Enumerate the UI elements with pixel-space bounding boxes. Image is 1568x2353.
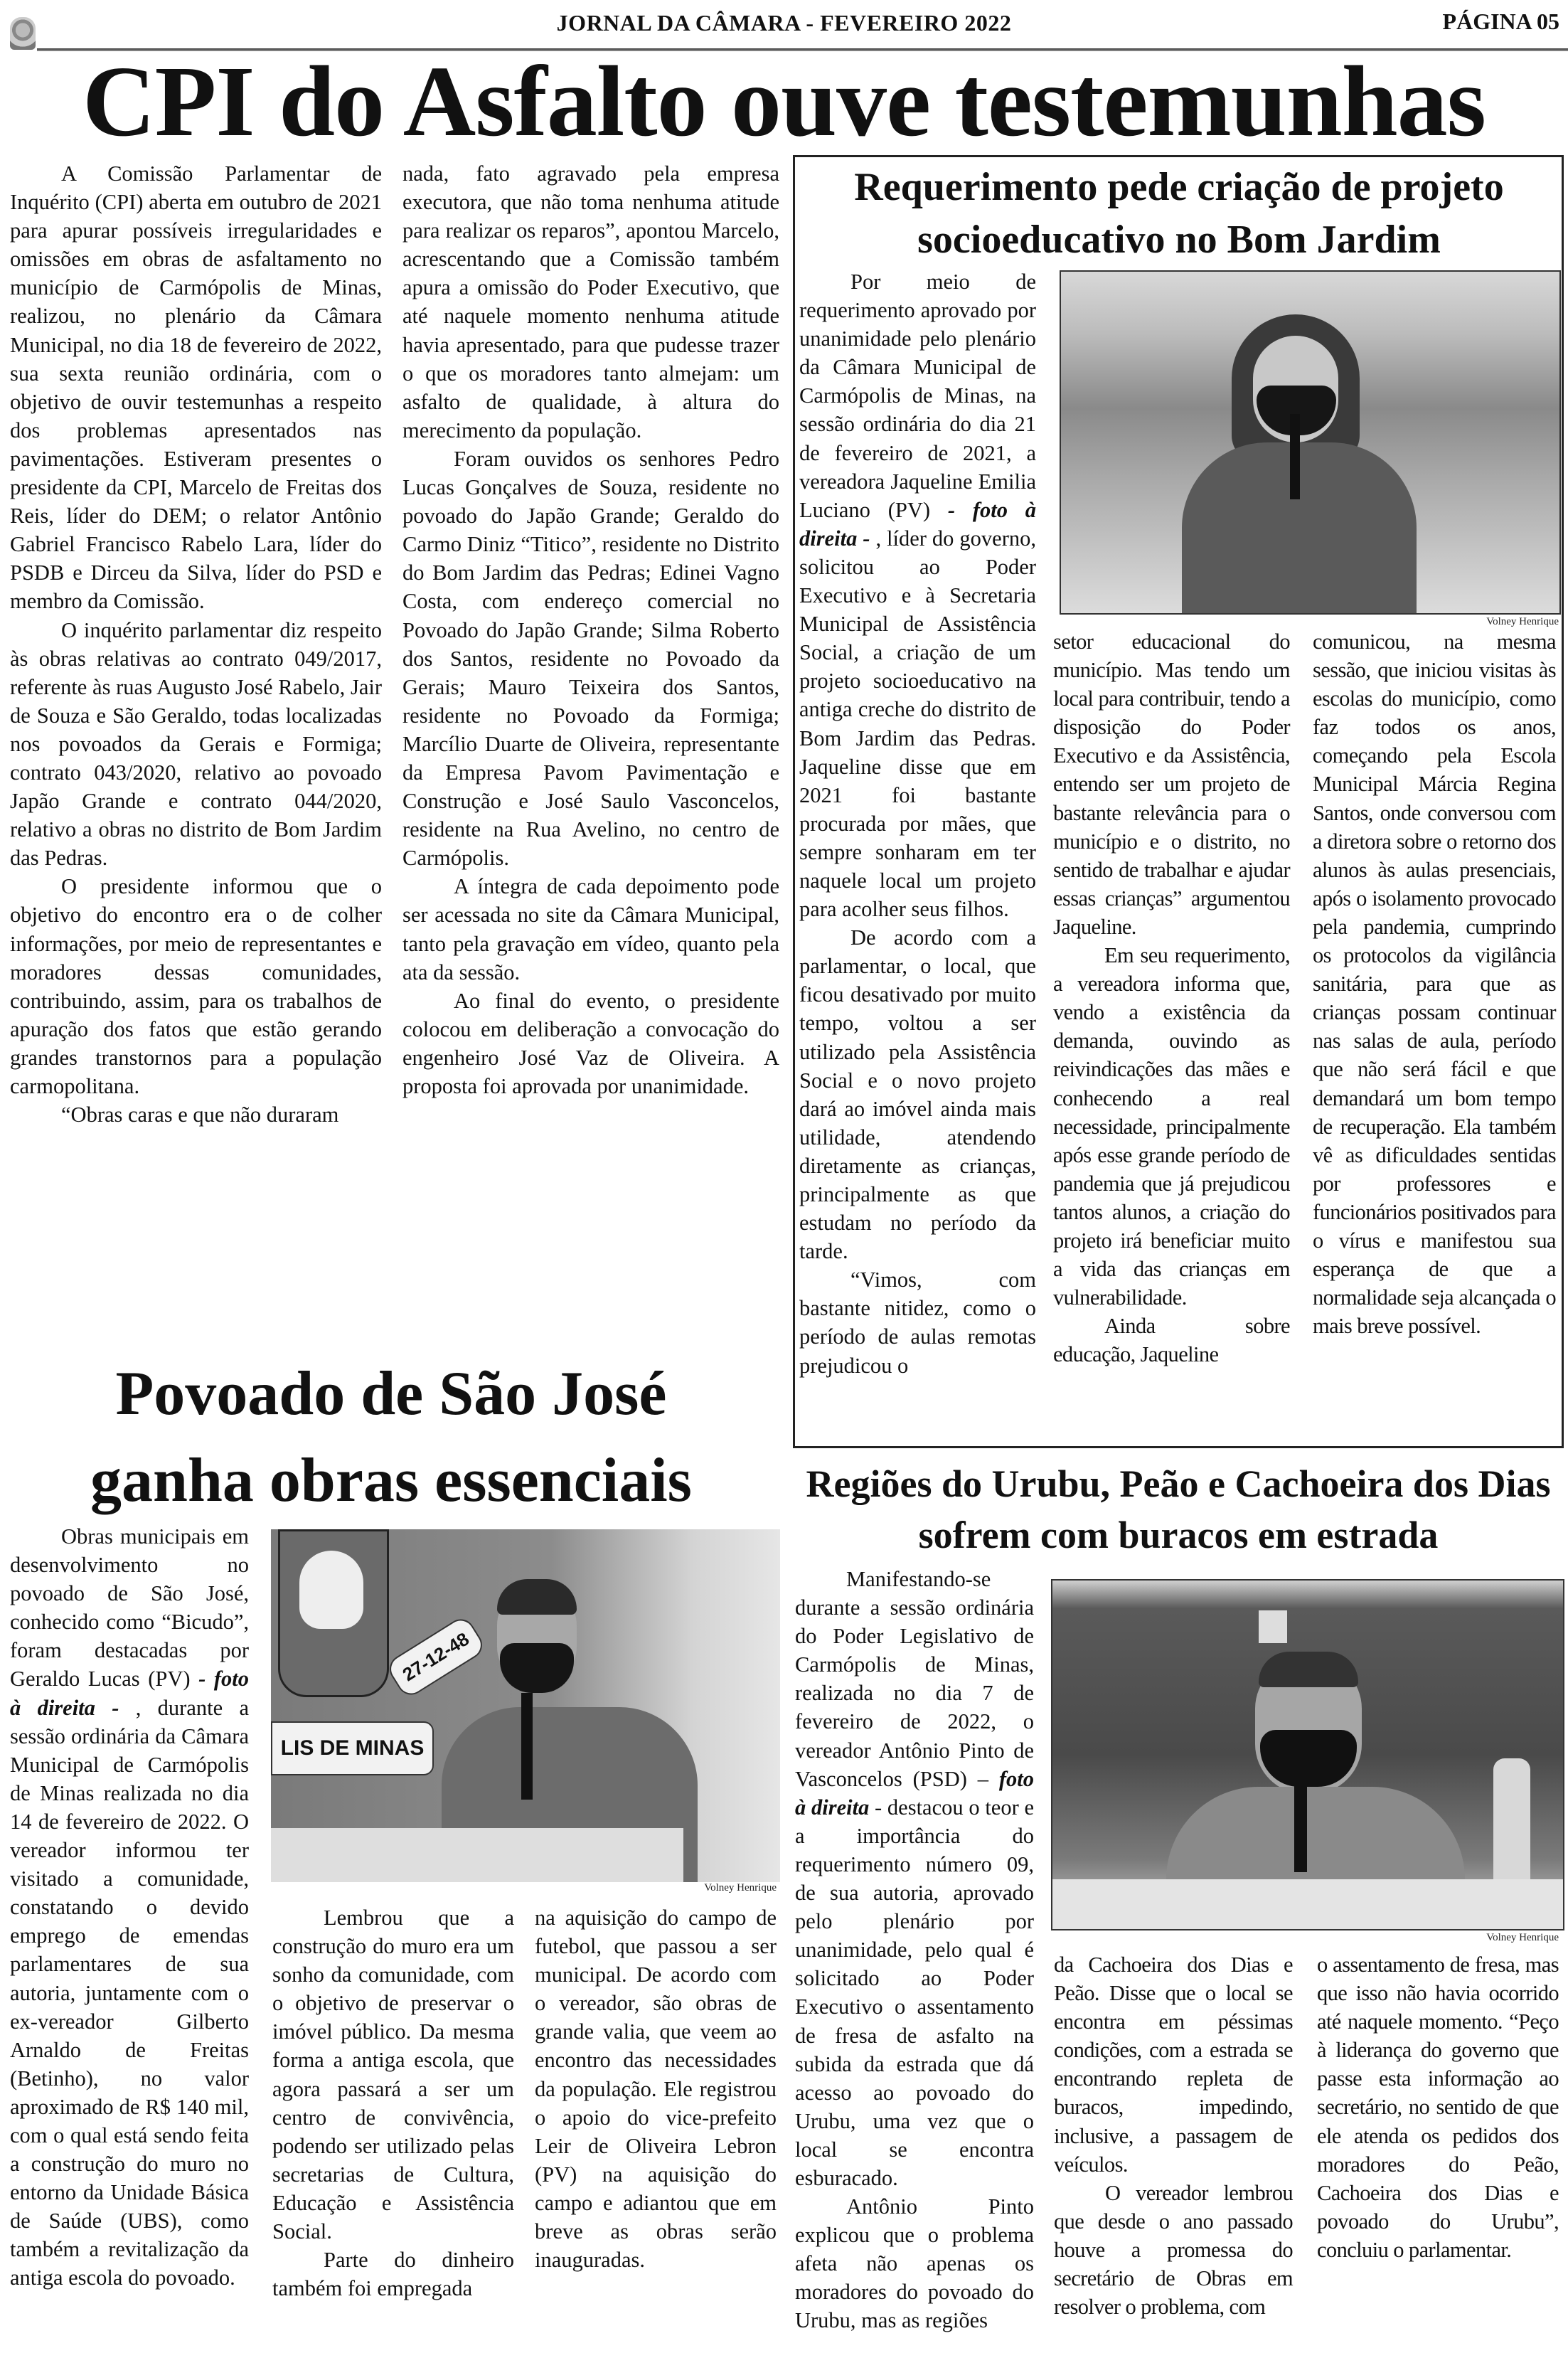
paragraph: A íntegra de cada depoimento pode ser acessada no site da Câmara Municipal, tanto pela gravação em vídeo, quanto pela ata da sessão. [402, 874, 779, 984]
paragraph: o assentamento de fresa, mas que isso não havia ocorrido até naquele momento. “Peço à liderança do governo que passe esta informação ao secretário, no sentido de que ele atenda os pedidos dos moradores do Peão, Cachoeira dos Dias e povoado do Urubu”, concluiu o parlamentar. [1317, 1953, 1559, 2262]
paragraph: Foram ouvidos os senhores Pedro Lucas Gonçalves de Souza, residente no povoado do Japão Grande; Geraldo do Carmo Diniz “Titico”, residente no Distrito do Bom Jardim das Pedras; Edinei Vagno Costa, com endereço comercial no Povoado do Japão Grande; Silma Roberto dos Santos, residente no Povoado da Gerais; Mauro Teixeira dos Santos, residente no Povoado da Formiga; Marcílio Duarte de Oliveira, representante da Empresa Pavom Pavimentação e Construção e José Saulo Vasconcelos, residente na Rua Avelino, no centro de Carmópolis. [402, 446, 779, 871]
paragraph: Lembrou que a construção do muro era um sonho da comunidade, com o objetivo de preservar o imóvel público. Da mesma forma a antiga escola, que agora passará a ser um centro de convivência, podendo ser utilizado pelas secretarias de Cultura, Educação e Assistência Social. [272, 1906, 514, 2244]
paragraph: comunicou, na mesma sessão, que iniciou visitas às escolas do município, como faz todos os anos, começando pela Escola Municipal Márcia Regina Santos, onde conversou com a diretora sobre o retorno dos alunos às aulas presenciais, após o isolamento provocado pela pandemia, cumprindo os protocolos da vigilância sanitária, para que as crianças possam continuar nas salas de aula, período que não será fácil e que demandará um bom tempo de recuperação. Ela também vê as dificuldades sentidas por professores e funcionários positivados para o vírus e manifestou sua esperança de que a normalidade seja alcançada o mais breve possível. [1313, 630, 1556, 1339]
microphone-icon [521, 1693, 533, 1800]
paragraph: O inquérito parlamentar diz respeito às obras relativas ao contrato 049/2017, referente às ruas Augusto José Rabelo, Jair de Souza e São Geraldo, todas localizadas nos povoados da Gerais e Formiga; contrato 043/2020, relativo ao povoado Japão Grande e contrato 044/2020, relativo a obras no distrito de Bom Jardim das Pedras. [10, 617, 382, 871]
cpi-headline: CPI do Asfalto ouve testemunhas [82, 45, 1486, 157]
photo-person-hair [1259, 1652, 1358, 1687]
paragraph: Ainda sobre educação, Jaqueline [1053, 1314, 1290, 1367]
paragraph: da Cachoeira dos Dias e Peão. Disse que o local se encontra em péssimas condições, com a estrada se encontrando repleta de buracos, impedindo, inclusive, a passagem de veículos. [1054, 1953, 1293, 2177]
sao-jose-headline-line-1: Povoado de São José [115, 1359, 667, 1428]
photo-credit: Volney Henrique [1486, 616, 1559, 627]
regioes-headline: Regiões do Urubu, Peão e Cachoeira dos Dias sofrem com buracos em estrada [806, 1462, 1551, 1556]
paragraph: Parte do dinheiro também foi empregada [272, 2248, 514, 2301]
requerimento-column-2 [1053, 627, 1290, 1369]
sao-jose-column-1 [10, 1522, 249, 2293]
paragraph: “Obras caras e que não duraram [61, 1103, 339, 1127]
photo-credit: Volney Henrique [704, 1882, 777, 1893]
requerimento-headline: Requerimento pede criação de projeto socioeducativo no Bom Jardim [854, 165, 1504, 262]
microphone-icon [1290, 414, 1300, 499]
photo-mask [500, 1643, 574, 1693]
paragraph: nada, fato agravado pela empresa executora, que não toma nenhuma atitude para realizar os reparos”, apontou Marcelo, acrescentando que a Comissão também apura a omissão do Poder Executivo, que até naquele momento nenhuma atitude havia apresentado, para que pudesse trazer o que os moradores tanto almejam: um asfalto de qualidade, à altura do merecimento da população. [402, 161, 779, 442]
sao-jose-column-2 [272, 1903, 514, 2302]
paragraph: De acordo com a parlamentar, o local, que ficou desativado por muito tempo, voltou a ser utilizado pela Assistência Social e o novo projeto dará ao imóvel ainda mais utilidade, atendendo diretamente as crianças, principalmente as que estudam no período da tarde. [799, 925, 1036, 1264]
paragraph: Obras municipais em desenvolvimento no povoado de São José, conhecido como “Bicudo”, foram destacadas por Geraldo Lucas (PV) - foto à direita - , durante a sessão ordinária da Câmara Municipal de Carmópolis de Minas realizada no dia 14 de fevereiro de 2022. O vereador informou ter visitado a comunidade, constatando o devido emprego de emendas parlamentares de sua autoria, juntamente com o ex-vereador Gilberto Arnaldo de Freitas (Betinho), no valor aproximado de R$ 140 mil, com o qual está sendo feita a construção do muro no entorno da Unidade Básica de Saúde (UBS), como também a revitalização da antiga escola do povoado. [10, 1524, 249, 2290]
microphone-icon [1294, 1765, 1307, 1872]
sao-jose-headline-line-2: ganha obras essenciais [90, 1446, 692, 1515]
photo-badge [1259, 1610, 1287, 1643]
photo-ox-head [299, 1551, 363, 1629]
paragraph: Manifestando-se durante a sessão ordinária do Poder Legislativo de Carmópolis de Minas, realizada no dia 7 de fevereiro de 2022, o vereador Antônio Pinto de Vasconcelos (PSD) – foto à direita - destacou o teor e a importância do requerimento número 09, de sua autoria, aprovado pelo plenário por unanimidade, pelo qual é solicitado ao Poder Executivo o assentamento de fresa de asfalto na subida da estrada que dá acesso ao povoado do Urubu, uma vez que o local se encontra esburacado. [795, 1567, 1034, 2190]
journal-title: JORNAL DA CÂMARA - FEVEREIRO 2022 [556, 10, 1012, 36]
cpi-column-2 [402, 159, 779, 1100]
paragraph: Por meio de requerimento aprovado por unanimidade pelo plenário da Câmara Municipal de Carmópolis de Minas, na sessão ordinária do dia 21 de fevereiro de 2021, a vereadora Jaqueline Emilia Luciano (PV) - foto à direita - , líder do governo, solicitou ao Poder Executivo e à Secretaria Municipal de Assistência Social, a criação de um projeto socioeducativo na antiga creche do distrito de Bom Jardim das Pedras. Jaqueline disse que em 2021 foi bastante procurada por mães, que sempre sonharam em ter naquele local um projeto para acolher seus filhos. [799, 270, 1037, 922]
paragraph: Em seu requerimento, a vereadora informa que, vendo a existência da demanda, ouvindo as reivindicações das mães e conhecendo a real necessidade, principalmente após esse grande período de pandemia que já prejudicou tantos alunos, a criação do projeto irá beneficiar muito a vida das crianças em vulnerabilidade. [1053, 943, 1290, 1310]
requerimento-column-1 [799, 267, 1036, 1380]
photo-date-ribbon: 27-12-48 [385, 1614, 488, 1700]
page-number: PÁGINA 05 [1442, 9, 1559, 34]
sao-jose-photo [271, 1529, 780, 1882]
paragraph: Antônio Pinto explicou que o problema afeta não apenas os moradores do povoado do Urubu, mas as regiões [795, 2194, 1034, 2333]
paragraph: O vereador lembrou que desde o ano passado houve a promessa do secretário de Obras em resolver o problema, com [1054, 2180, 1293, 2320]
photo-sign: LIS DE MINAS [271, 1721, 434, 1775]
paragraph: setor educacional do município. Mas tendo um local para contribuir, tendo a disposição do Poder Executivo e da Assistência, entendo ser um projeto de bastante relevância para o município e o distrito, no sentido de trabalhar e ajudar essas crianças” argumentou Jaqueline. [1053, 630, 1290, 939]
photo-desk [271, 1828, 683, 1882]
paragraph: Ao final do evento, o presidente colocou em deliberação a convocação do engenheiro José Vaz de Oliveira. A proposta foi aprovada por unanimidade. [402, 988, 779, 1098]
requerimento-column-3 [1313, 627, 1556, 1340]
photo-person-hair [497, 1579, 577, 1615]
paragraph: A Comissão Parlamentar de Inquérito (CPI) aberta em outubro de 2021 para apurar possíveis irregularidades e omissões em obras de asfaltamento no município de Carmópolis de Minas, realizou, no plenário da Câmara Municipal, no dia 18 de fevereiro de 2022, sua sexta reunião ordinária, com o objetivo de ouvir testemunhas a respeito dos problemas apresentados nas pavimentações. Estiveram presentes o presidente da CPI, Marcelo de Freitas dos Reis, líder do DEM; o relator Antônio Gabriel Francisco Rabelo Lara, líder do PSDB e Dirceu da Silva, líder do PSD e membro da Comissão. [10, 161, 382, 614]
cpi-column-1 [10, 159, 382, 1129]
regioes-column-3 [1317, 1950, 1559, 2264]
paragraph: O presidente informou que o objetivo do encontro era o de colher informações, por meio de representantes e moradores dessas comunidades, contribuindo, assim, para os trabalhos de apuração dos fatos que estão gerando grandes transtornos para a população carmopolitana. [10, 874, 382, 1098]
regioes-photo [1051, 1579, 1564, 1930]
sao-jose-column-3 [535, 1903, 777, 2274]
paragraph: na aquisição do campo de futebol, que passou a ser municipal. De acordo com o vereador, são obras de grande valia, que veem ao encontro das necessidades da população. Ele registrou o apoio do vice-prefeito Leir de Oliveira Lebron (PV) na aquisição do campo e adiantou que em breve as obras serão inauguradas. [535, 1906, 777, 2273]
paragraph: “Vimos, com bastante nitidez, como o período de aulas remotas prejudicou o [799, 1268, 1036, 1378]
requerimento-photo [1060, 270, 1561, 615]
photo-credit: Volney Henrique [1486, 1932, 1559, 1943]
regioes-column-2 [1054, 1950, 1293, 2321]
photo-desk [1052, 1879, 1564, 1930]
regioes-column-1 [795, 1565, 1034, 2335]
